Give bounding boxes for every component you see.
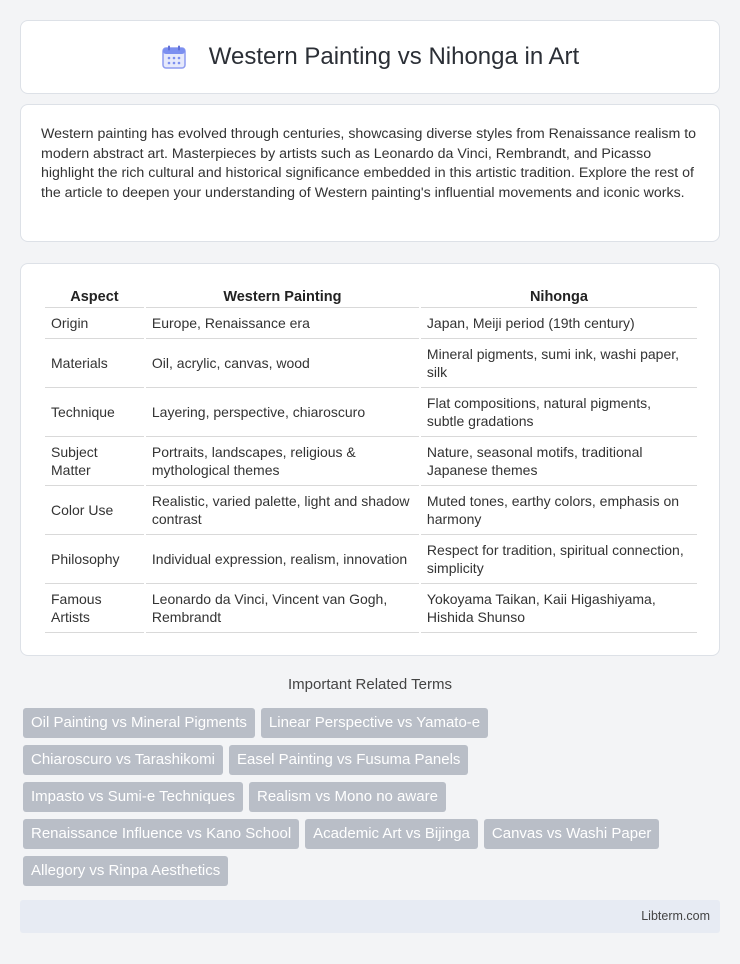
header-western-painting: Western Painting xyxy=(146,284,419,308)
cell-nihonga: Flat compositions, natural pigments, subtle gradations xyxy=(421,388,697,437)
header-aspect: Aspect xyxy=(45,284,144,308)
table-row xyxy=(45,388,697,437)
cell-aspect: Color Use xyxy=(45,486,144,535)
footer-site-link[interactable]: Libterm.com xyxy=(641,909,710,923)
table-row xyxy=(45,486,697,535)
cell-aspect: Technique xyxy=(45,388,144,437)
intro-text: Western painting has evolved through centuries, showcasing diverse styles from Renaissance realism to modern abstract art. Masterpieces by artists such as Leonardo da Vinci, Rembrandt, and Picasso highlight the rich cultural and historical significance embedded in this artistic tradition. Explore the rest of the article to deepen your understanding of Western painting's influential movements and iconic works. xyxy=(41,126,697,201)
page-title: Western Painting vs Nihonga in Art xyxy=(208,43,580,70)
header-card xyxy=(20,20,720,94)
table-row xyxy=(45,339,697,388)
table-row xyxy=(45,584,697,633)
cell-western: Leonardo da Vinci, Vincent van Gogh, Rembrandt xyxy=(146,584,419,633)
footer xyxy=(20,900,720,933)
related-term-tag[interactable]: Renaissance Influence vs Kano School xyxy=(23,819,299,849)
table-header-row xyxy=(45,284,697,308)
related-term-tag[interactable]: Linear Perspective vs Yamato-e xyxy=(261,708,488,738)
related-terms-title: Important Related Terms xyxy=(288,676,452,693)
cell-nihonga: Mineral pigments, sumi ink, washi paper, silk xyxy=(421,339,697,388)
intro-card xyxy=(20,104,720,242)
table-row xyxy=(45,308,697,339)
cell-aspect: Materials xyxy=(45,339,144,388)
table-row xyxy=(45,437,697,486)
calendar-icon xyxy=(161,44,187,70)
related-term-tag[interactable]: Oil Painting vs Mineral Pigments xyxy=(23,708,255,738)
cell-aspect: Famous Artists xyxy=(45,584,144,633)
related-term-tag[interactable]: Chiaroscuro vs Tarashikomi xyxy=(23,745,223,775)
related-terms-list xyxy=(23,708,723,893)
header-nihonga: Nihonga xyxy=(421,284,697,308)
cell-aspect: Subject Matter xyxy=(45,437,144,486)
cell-western: Realistic, varied palette, light and shadow contrast xyxy=(146,486,419,535)
cell-western: Oil, acrylic, canvas, wood xyxy=(146,339,419,388)
cell-western: Individual expression, realism, innovation xyxy=(146,535,419,584)
cell-nihonga: Muted tones, earthy colors, emphasis on harmony xyxy=(421,486,697,535)
cell-western: Europe, Renaissance era xyxy=(146,308,419,339)
cell-aspect: Philosophy xyxy=(45,535,144,584)
cell-nihonga: Japan, Meiji period (19th century) xyxy=(421,308,697,339)
related-term-tag[interactable]: Easel Painting vs Fusuma Panels xyxy=(229,745,468,775)
related-term-tag[interactable]: Realism vs Mono no aware xyxy=(249,782,446,812)
related-term-tag[interactable]: Allegory vs Rinpa Aesthetics xyxy=(23,856,228,886)
cell-western: Portraits, landscapes, religious & mythological themes xyxy=(146,437,419,486)
related-term-tag[interactable]: Academic Art vs Bijinga xyxy=(305,819,478,849)
related-term-tag[interactable]: Impasto vs Sumi-e Techniques xyxy=(23,782,243,812)
cell-aspect: Origin xyxy=(45,308,144,339)
table-row xyxy=(45,535,697,584)
cell-western: Layering, perspective, chiaroscuro xyxy=(146,388,419,437)
cell-nihonga: Respect for tradition, spiritual connection, simplicity xyxy=(421,535,697,584)
cell-nihonga: Yokoyama Taikan, Kaii Higashiyama, Hishida Shunso xyxy=(421,584,697,633)
comparison-table-card xyxy=(20,263,720,656)
comparison-table xyxy=(43,284,699,633)
related-term-tag[interactable]: Canvas vs Washi Paper xyxy=(484,819,660,849)
cell-nihonga: Nature, seasonal motifs, traditional Japanese themes xyxy=(421,437,697,486)
